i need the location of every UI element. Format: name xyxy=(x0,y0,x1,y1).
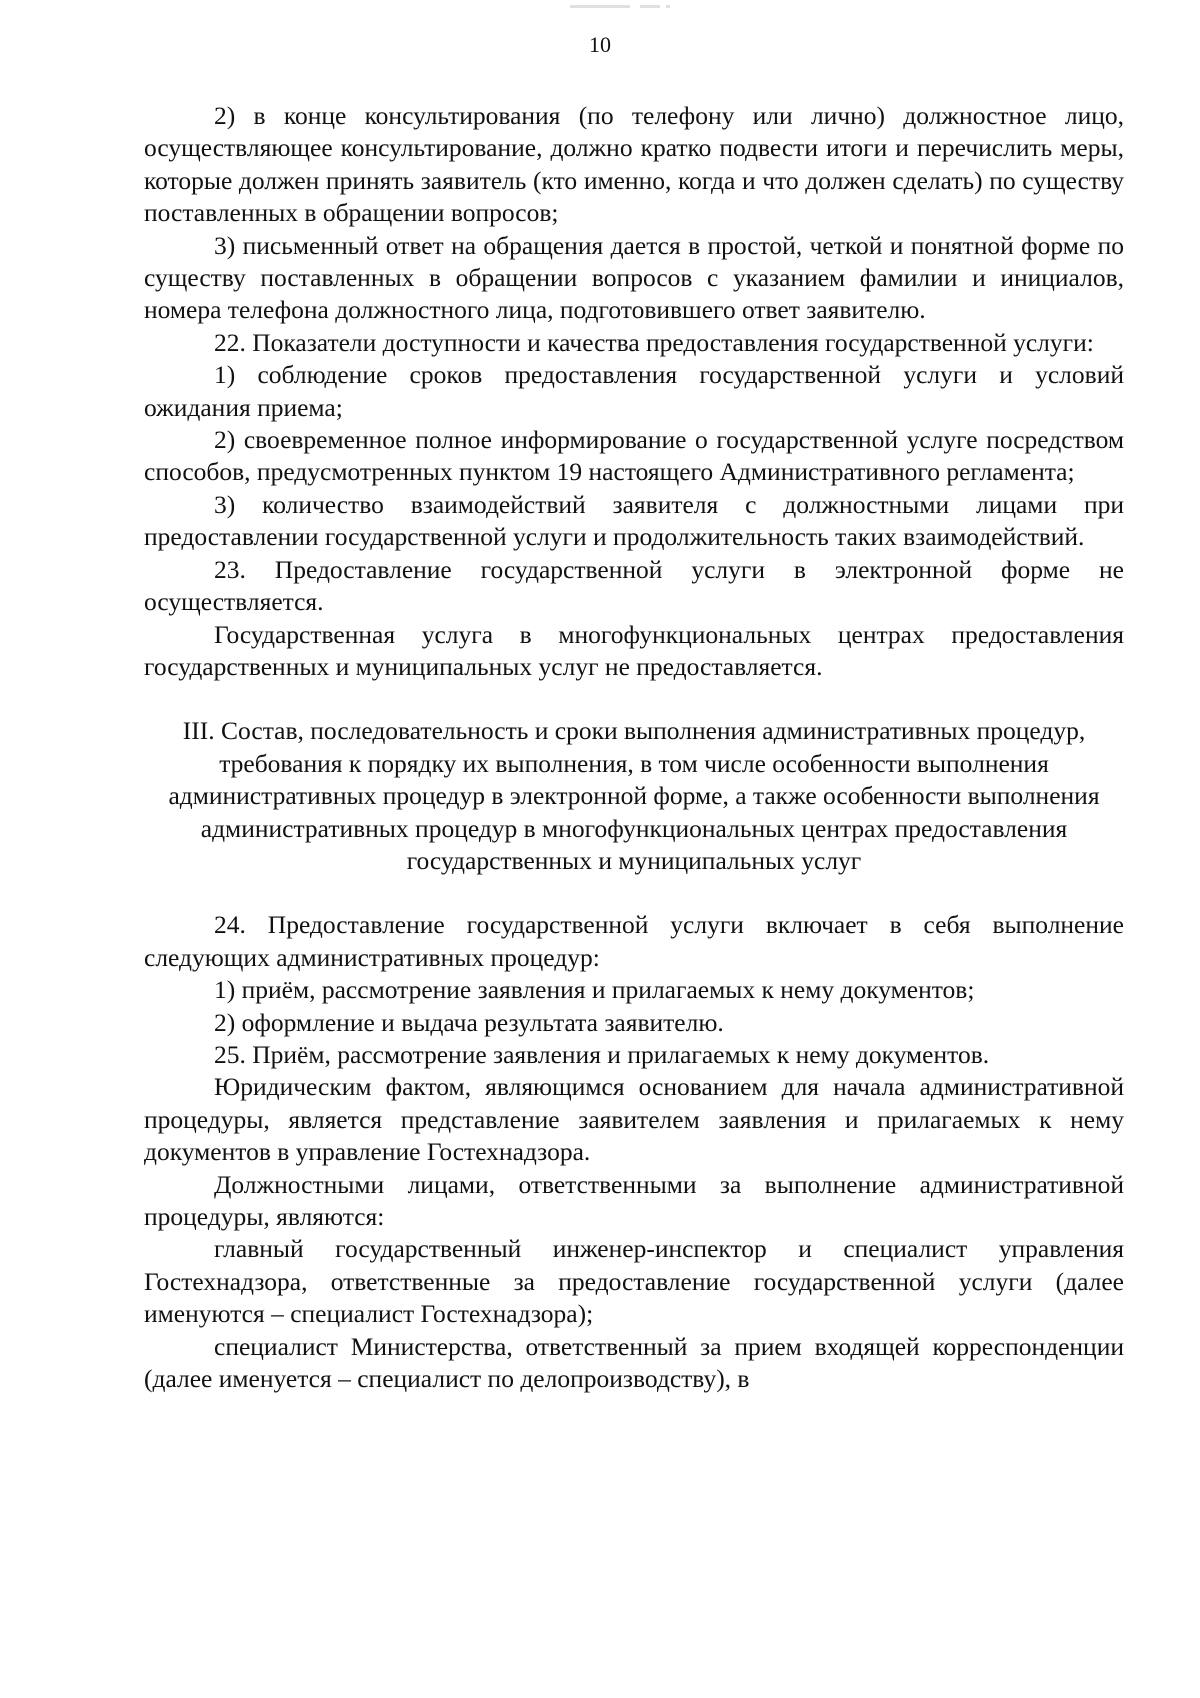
scan-artifact xyxy=(570,2,680,12)
section-heading: III. Состав, последовательность и сроки выполнения административных процедур, требования к порядку их выполнения, в том числе особенности выполнения административных процедур в электронной форме, а также особенности выполнения административных процедур в многофункциональных центрах предоставления государственных и муниципальных услуг xyxy=(168,716,1100,875)
paragraph: 23. Предоставление государственной услуги в электронной форме не осуществляется. xyxy=(144,554,1124,617)
paragraph: Должностными лицами, ответственными за выполнение административной процедуры, являются: xyxy=(144,1169,1124,1231)
page-number: 10 xyxy=(589,32,611,57)
paragraph: 1) приём, рассмотрение заявления и прилагаемых к нему документов; xyxy=(214,975,975,1005)
paragraph: 2) оформление и выдача результата заявителю. xyxy=(214,1007,724,1037)
paragraph: 2) в конце консультирования (по телефону или лично) должностное лицо, осуществляющее консультирование, должно кратко подвести итоги и перечислить меры, которые должен принять заявитель (кто именно, когда и что должен сделать) по существу поставленных в обращении вопросов; xyxy=(144,101,1124,228)
paragraph: 25. Приём, рассмотрение заявления и прилагаемых к нему документов. xyxy=(214,1039,990,1069)
paragraph: 22. Показатели доступности и качества предоставления государственной услуги: xyxy=(214,327,1094,357)
paragraph: 3) количество взаимодействий заявителя с должностными лицами при предоставлении государственной услуги и продолжительность таких взаимодействий. xyxy=(144,489,1124,552)
paragraph: Государственная услуга в многофункциональных центрах предоставления государственных и муниципальных услуг не предоставляется. xyxy=(144,619,1124,681)
document-body xyxy=(144,100,1124,1395)
paragraph: 24. Предоставление государственной услуги включает в себя выполнение следующих административных процедур: xyxy=(144,910,1124,972)
paragraph: 1) соблюдение сроков предоставления государственной услуги и условий ожидания приема; xyxy=(144,360,1124,422)
paragraph: специалист Министерства, ответственный за прием входящей корреспонденции (далее именуется – специалист по делопроизводству), в xyxy=(144,1331,1124,1394)
paragraph: 2) своевременное полное информирование о государственной услуге посредством способов, предусмотренных пунктом 19 настоящего Административного регламента; xyxy=(144,425,1124,487)
paragraph: 3) письменный ответ на обращения дается в простой, четкой и понятной форме по существу поставленных в обращении вопросов с указанием фамилии и инициалов, номера телефона должностного лица, подготовившего ответ заявителю. xyxy=(144,230,1124,325)
paragraph: главный государственный инженер-инспектор и специалист управления Гостехнадзора, ответственные за предоставление государственной услуги (далее именуются – специалист Гостехнадзора); xyxy=(144,1234,1124,1329)
paragraph: Юридическим фактом, являющимся основанием для начала административной процедуры, является представление заявителем заявления и прилагаемых к нему документов в управление Гостехнадзора. xyxy=(144,1072,1124,1167)
